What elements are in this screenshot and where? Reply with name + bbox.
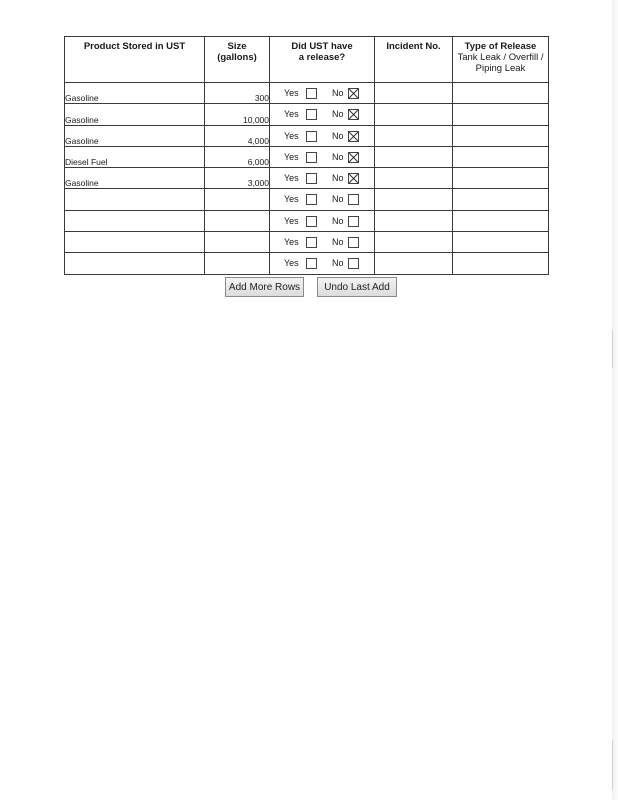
size-cell[interactable]: 6,000 bbox=[205, 146, 270, 167]
no-checkbox[interactable] bbox=[348, 152, 359, 163]
incident-cell[interactable] bbox=[375, 253, 453, 274]
type-of-release-cell[interactable] bbox=[453, 232, 549, 253]
no-label: No bbox=[332, 130, 344, 141]
no-label: No bbox=[332, 215, 344, 226]
release-cell bbox=[270, 210, 375, 231]
product-cell[interactable] bbox=[65, 253, 205, 274]
no-label: No bbox=[332, 109, 344, 120]
size-cell[interactable]: 4,000 bbox=[205, 125, 270, 146]
release-cell bbox=[270, 125, 375, 146]
incident-cell[interactable] bbox=[375, 104, 453, 125]
table-row bbox=[65, 125, 549, 146]
no-checkbox[interactable] bbox=[348, 258, 359, 269]
no-label: No bbox=[332, 88, 344, 98]
scan-mark bbox=[612, 330, 613, 368]
product-cell[interactable]: Gasoline bbox=[65, 125, 205, 146]
release-cell bbox=[270, 232, 375, 253]
type-of-release-cell[interactable] bbox=[453, 210, 549, 231]
incident-cell[interactable] bbox=[375, 83, 453, 104]
no-label: No bbox=[332, 237, 344, 248]
no-checkbox[interactable] bbox=[348, 109, 359, 120]
product-cell[interactable]: Diesel Fuel bbox=[65, 146, 205, 167]
no-label: No bbox=[332, 194, 344, 205]
add-more-rows-button[interactable]: Add More Rows bbox=[225, 277, 304, 297]
table-row bbox=[65, 210, 549, 231]
product-cell[interactable] bbox=[65, 210, 205, 231]
yes-label: Yes bbox=[284, 215, 299, 226]
yes-checkbox[interactable] bbox=[306, 173, 317, 184]
no-label: No bbox=[332, 258, 344, 269]
yes-checkbox[interactable] bbox=[306, 152, 317, 163]
size-cell[interactable]: 10,000 bbox=[205, 104, 270, 125]
type-of-release-cell[interactable] bbox=[453, 189, 549, 210]
type-of-release-cell[interactable] bbox=[453, 83, 549, 104]
yes-checkbox[interactable] bbox=[306, 258, 317, 269]
yes-label: Yes bbox=[284, 151, 299, 162]
incident-cell[interactable] bbox=[375, 210, 453, 231]
header-release: Did UST have a release? bbox=[270, 37, 375, 83]
size-cell[interactable] bbox=[205, 189, 270, 210]
table-row bbox=[65, 168, 549, 189]
yes-checkbox[interactable] bbox=[306, 88, 317, 99]
size-cell[interactable]: 300 bbox=[205, 83, 270, 104]
size-cell[interactable] bbox=[205, 253, 270, 274]
incident-cell[interactable] bbox=[375, 146, 453, 167]
ust-table bbox=[64, 36, 549, 275]
yes-checkbox[interactable] bbox=[306, 131, 317, 142]
page-edge-shadow bbox=[612, 0, 618, 800]
size-cell[interactable]: 3,000 bbox=[205, 168, 270, 189]
table-row bbox=[65, 253, 549, 274]
header-incident: Incident No. bbox=[375, 37, 453, 83]
size-cell[interactable] bbox=[205, 210, 270, 231]
no-checkbox[interactable] bbox=[348, 88, 359, 99]
release-cell bbox=[270, 146, 375, 167]
type-of-release-cell[interactable] bbox=[453, 125, 549, 146]
incident-cell[interactable] bbox=[375, 232, 453, 253]
type-of-release-cell[interactable] bbox=[453, 253, 549, 274]
type-of-release-cell[interactable] bbox=[453, 168, 549, 189]
incident-cell[interactable] bbox=[375, 125, 453, 146]
incident-cell[interactable] bbox=[375, 168, 453, 189]
yes-checkbox[interactable] bbox=[306, 194, 317, 205]
undo-last-add-button[interactable]: Undo Last Add bbox=[317, 277, 397, 297]
release-cell bbox=[270, 104, 375, 125]
header-size: Size (gallons) bbox=[205, 37, 270, 83]
yes-label: Yes bbox=[284, 88, 299, 98]
yes-label: Yes bbox=[284, 173, 299, 184]
incident-cell[interactable] bbox=[375, 189, 453, 210]
yes-label: Yes bbox=[284, 237, 299, 248]
release-cell bbox=[270, 168, 375, 189]
header-row bbox=[65, 37, 549, 83]
no-checkbox[interactable] bbox=[348, 173, 359, 184]
yes-label: Yes bbox=[284, 258, 299, 269]
yes-label: Yes bbox=[284, 194, 299, 205]
release-cell bbox=[270, 83, 375, 104]
product-cell[interactable] bbox=[65, 189, 205, 210]
no-checkbox[interactable] bbox=[348, 194, 359, 205]
table-row bbox=[65, 189, 549, 210]
table-row bbox=[65, 232, 549, 253]
yes-label: Yes bbox=[284, 130, 299, 141]
product-cell[interactable]: Gasoline bbox=[65, 168, 205, 189]
scan-mark bbox=[612, 740, 613, 790]
header-type-of-release: Type of Release Tank Leak / Overfill / Piping Leak bbox=[453, 37, 549, 83]
no-checkbox[interactable] bbox=[348, 216, 359, 227]
product-cell[interactable] bbox=[65, 232, 205, 253]
yes-checkbox[interactable] bbox=[306, 237, 317, 248]
no-checkbox[interactable] bbox=[348, 237, 359, 248]
yes-checkbox[interactable] bbox=[306, 109, 317, 120]
table-row bbox=[65, 83, 549, 104]
no-label: No bbox=[332, 173, 344, 184]
product-cell[interactable]: Gasoline bbox=[65, 104, 205, 125]
release-cell bbox=[270, 189, 375, 210]
release-cell bbox=[270, 253, 375, 274]
no-label: No bbox=[332, 151, 344, 162]
type-of-release-cell[interactable] bbox=[453, 146, 549, 167]
header-product: Product Stored in UST bbox=[65, 37, 205, 83]
yes-label: Yes bbox=[284, 109, 299, 120]
size-cell[interactable] bbox=[205, 232, 270, 253]
table-row bbox=[65, 146, 549, 167]
yes-checkbox[interactable] bbox=[306, 216, 317, 227]
type-of-release-cell[interactable] bbox=[453, 104, 549, 125]
no-checkbox[interactable] bbox=[348, 131, 359, 142]
product-cell[interactable]: Gasoline bbox=[65, 83, 205, 104]
table-row bbox=[65, 104, 549, 125]
